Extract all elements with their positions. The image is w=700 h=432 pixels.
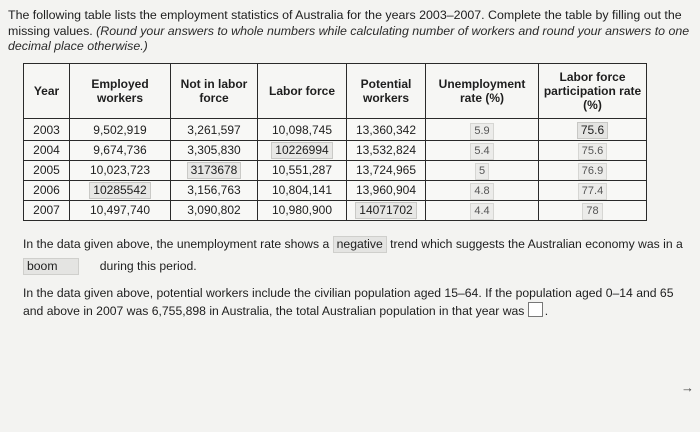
table-row	[24, 181, 647, 201]
unemployment-rate-answer[interactable]: 5.4	[470, 143, 493, 160]
cell-not-in-labor-force: 3,090,802	[171, 201, 258, 221]
cell-year: 2006	[24, 181, 70, 201]
participation-rate-answer[interactable]: 75.6	[578, 143, 607, 160]
employment-table	[23, 63, 647, 221]
labor-force-answer[interactable]: 10226994	[271, 142, 332, 159]
cell-potential-workers	[347, 201, 426, 221]
cell-employed: 10,023,723	[70, 161, 171, 181]
population-paragraph	[23, 284, 688, 320]
cell-labor-force: 10,804,141	[258, 181, 347, 201]
table-row	[24, 161, 647, 181]
participation-rate-answer[interactable]: 77.4	[578, 183, 607, 200]
cell-not-in-labor-force: 3,261,597	[171, 119, 258, 141]
employed-answer[interactable]: 10285542	[89, 182, 150, 199]
cell-potential-workers: 13,960,904	[347, 181, 426, 201]
unemployment-rate-answer[interactable]: 5	[475, 163, 489, 180]
cell-year: 2004	[24, 141, 70, 161]
not-in-labor-force-answer[interactable]: 3173678	[187, 162, 242, 179]
header-potential-workers: Potential workers	[347, 64, 426, 119]
header-participation-rate: Labor force participation rate (%)	[539, 64, 647, 119]
cell-not-in-labor-force: 3,305,830	[171, 141, 258, 161]
header-year: Year	[24, 64, 70, 119]
cell-year: 2007	[24, 201, 70, 221]
trend-text-after: during this period.	[99, 259, 197, 273]
cell-potential-workers: 13,360,342	[347, 119, 426, 141]
question-intro	[8, 8, 692, 55]
header-unemployment-rate: Unemployment rate (%)	[426, 64, 539, 119]
cell-employed: 10,497,740	[70, 201, 171, 221]
cell-unemployment-rate	[426, 201, 539, 221]
cell-participation-rate	[539, 119, 647, 141]
potential-workers-answer[interactable]: 14071702	[355, 202, 416, 219]
arrow-right-icon: →	[681, 380, 694, 395]
cell-potential-workers: 13,724,965	[347, 161, 426, 181]
cell-employed: 9,502,919	[70, 119, 171, 141]
population-question-text: In the data given above, potential workers include the civilian population aged 15–64. If the population aged 0–14 and 65 and above in 2007 was 6,755,898 in Australia, the total Australian population in that year was	[23, 286, 674, 318]
cell-participation-rate	[539, 141, 647, 161]
header-labor-force: Labor force	[258, 64, 347, 119]
rounding-instruction: (Round your answers to whole numbers while calculating number of workers and round your answers to one decimal place otherwise.)	[8, 23, 690, 53]
unemployment-rate-answer[interactable]: 4.8	[470, 183, 493, 200]
trend-text-before: In the data given above, the unemployment rate shows a	[23, 237, 330, 251]
participation-rate-answer[interactable]: 75.6	[577, 122, 608, 139]
cell-labor-force: 10,098,745	[258, 119, 347, 141]
cell-not-in-labor-force	[171, 161, 258, 181]
population-answer-input[interactable]	[528, 302, 543, 317]
sentence-end: .	[544, 304, 549, 318]
participation-rate-answer[interactable]: 78	[582, 203, 602, 220]
cell-labor-force: 10,980,900	[258, 201, 347, 221]
cell-employed	[70, 181, 171, 201]
trend-dropdown[interactable]: negative	[333, 236, 387, 253]
table-row	[24, 119, 647, 141]
cell-participation-rate	[539, 181, 647, 201]
cell-unemployment-rate	[426, 161, 539, 181]
header-not-in-labor-force: Not in labor force	[171, 64, 258, 119]
cell-participation-rate	[539, 201, 647, 221]
participation-rate-answer[interactable]: 76.9	[578, 163, 607, 180]
table-row	[24, 201, 647, 221]
economy-state-dropdown[interactable]: boom	[23, 258, 79, 275]
question-lead: The following table lists the employment statistics of Australia for the years 2003–2007. Complete the table by filling out the missing values.	[8, 8, 682, 38]
unemployment-rate-answer[interactable]: 5.9	[470, 123, 493, 140]
cell-not-in-labor-force: 3,156,763	[171, 181, 258, 201]
table-row	[24, 141, 647, 161]
cell-potential-workers: 13,532,824	[347, 141, 426, 161]
cell-participation-rate	[539, 161, 647, 181]
trend-paragraph	[23, 233, 688, 277]
cell-unemployment-rate	[426, 181, 539, 201]
cell-unemployment-rate	[426, 119, 539, 141]
cell-year: 2005	[24, 161, 70, 181]
cell-labor-force	[258, 141, 347, 161]
unemployment-rate-answer[interactable]: 4.4	[470, 203, 493, 220]
trend-text-middle: trend which suggests the Australian economy was in a	[390, 237, 683, 251]
cell-labor-force: 10,551,287	[258, 161, 347, 181]
cell-unemployment-rate	[426, 141, 539, 161]
header-employed: Employed workers	[70, 64, 171, 119]
cell-year: 2003	[24, 119, 70, 141]
cell-employed: 9,674,736	[70, 141, 171, 161]
